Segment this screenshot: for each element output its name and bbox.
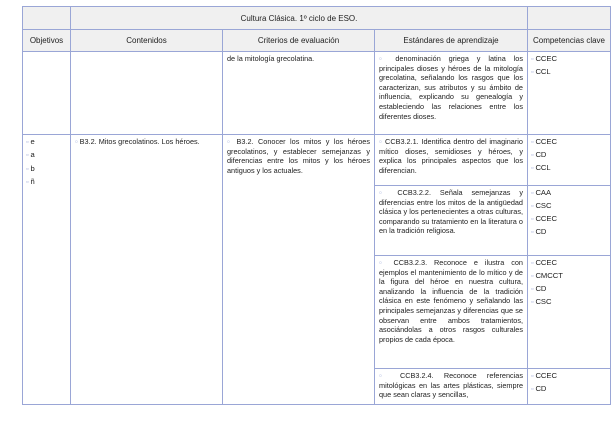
objetivo-item: ▫ b: [26, 163, 70, 176]
cell-competencias: [528, 135, 611, 186]
table-title: Cultura Clásica. 1º ciclo de ESO.: [71, 7, 528, 30]
cell-objetivos-empty: [23, 52, 71, 135]
cell-estandar: [375, 256, 528, 369]
competencia-item: ▫ CSC: [531, 200, 610, 213]
title-spacer-right: [528, 7, 611, 30]
competencia-item: ▫ CCL: [531, 66, 610, 79]
competencia-item: ▫ CD: [531, 149, 610, 162]
cell-estandar: [375, 135, 528, 186]
competencia-item: ▫ CD: [531, 226, 610, 239]
competencias-list: [528, 135, 610, 175]
objetivo-item: ▫ ñ: [26, 176, 70, 189]
competencia-item: ▫ CCEC: [531, 136, 610, 149]
estandar-text: ▫ CCB3.2.1. Identifica dentro del imaginario mítico dioses, semidioses y héroes, y explica los principales aspectos que los diferencian.: [375, 135, 527, 178]
competencias-list: [528, 256, 610, 309]
cell-competencias-continued: [528, 52, 611, 135]
competencia-item: ▫ CCEC: [531, 257, 610, 270]
objetivo-item: ▫ e: [26, 136, 70, 149]
header-objetivos: Objetivos: [23, 30, 71, 52]
header-competencias: Competencias clave: [528, 30, 611, 52]
cell-competencias: [528, 186, 611, 256]
competencia-item: ▫ CCEC: [531, 53, 610, 66]
cell-criterio: [223, 135, 375, 405]
cell-estandar: [375, 369, 528, 405]
estandar-text: ▫ CCB3.2.2. Señala semejanzas y diferencias entre los mitos de la antigüedad clásica y los pertenecientes a otras culturas, comparando su tratamiento en la literatura o en la tradición religiosa.: [375, 186, 527, 239]
cell-competencias: [528, 369, 611, 405]
cell-competencias: [528, 256, 611, 369]
criterio-text: de la mitología grecolatina.: [227, 54, 315, 63]
estandar-text: ▫ CCB3.2.3. Reconoce e ilustra con ejemplos el mantenimiento de lo mítico y de la figura del héroe en nuestra cultura, analizando la influencia de la tradición clásica en este fenómeno y señalando las principales semejanzas y diferencias que se observan entre ambos tratamientos, asociándolas a otros rasgos culturales propios de cada época.: [375, 256, 527, 347]
criterio-text: ▫ B3.2. Conocer los mitos y los héroes grecolatinos, y establecer semejanzas y diferencias entre los mitos y los héroes antiguos y los actuales.: [223, 135, 374, 178]
cell-estandar-continued: [375, 52, 528, 135]
competencia-item: ▫ CD: [531, 283, 610, 296]
competencia-item: ▫ CCL: [531, 162, 610, 175]
cell-contenido: [71, 135, 223, 405]
contenido-text: ▫ B3.2. Mitos grecolatinos. Los héroes.: [71, 135, 222, 150]
header-row: [23, 30, 611, 52]
table-row-continued: [23, 52, 611, 135]
objetivos-list: [23, 135, 70, 189]
competencias-list: [528, 52, 610, 79]
header-estandares: Estándares de aprendizaje: [375, 30, 528, 52]
cell-contenidos-empty: [71, 52, 223, 135]
curriculum-table: [22, 6, 611, 405]
cell-objetivos: [23, 135, 71, 405]
header-criterios: Criterios de evaluación: [223, 30, 375, 52]
competencias-list: [528, 186, 610, 239]
competencia-item: ▫ CSC: [531, 296, 610, 309]
header-contenidos: Contenidos: [71, 30, 223, 52]
estandar-text: ▫ denominación griega y latina los principales dioses y héroes de la mitología grecolatina, señalando los rasgos que los caracterizan, sus atributos y su ámbito de influencia, explicando su genealogía y estableciendo las relaciones entre los diferentes dioses.: [375, 52, 527, 124]
estandar-text: ▫ CCB3.2.4. Reconoce referencias mitológicas en las artes plásticas, siempre que sean claras y sencillas,: [375, 369, 527, 403]
objetivo-item: ▫ a: [26, 149, 70, 162]
competencia-item: ▫ CCEC: [531, 370, 610, 383]
competencia-item: ▫ CCEC: [531, 213, 610, 226]
competencia-item: ▫ CMCCT: [531, 270, 610, 283]
cell-estandar: [375, 186, 528, 256]
competencia-item: ▫ CAA: [531, 187, 610, 200]
title-spacer: [23, 7, 71, 30]
table-row: [23, 135, 611, 186]
cell-criterio-continued: [223, 52, 375, 135]
competencias-list: [528, 369, 610, 396]
competencia-item: ▫ CD: [531, 383, 610, 396]
